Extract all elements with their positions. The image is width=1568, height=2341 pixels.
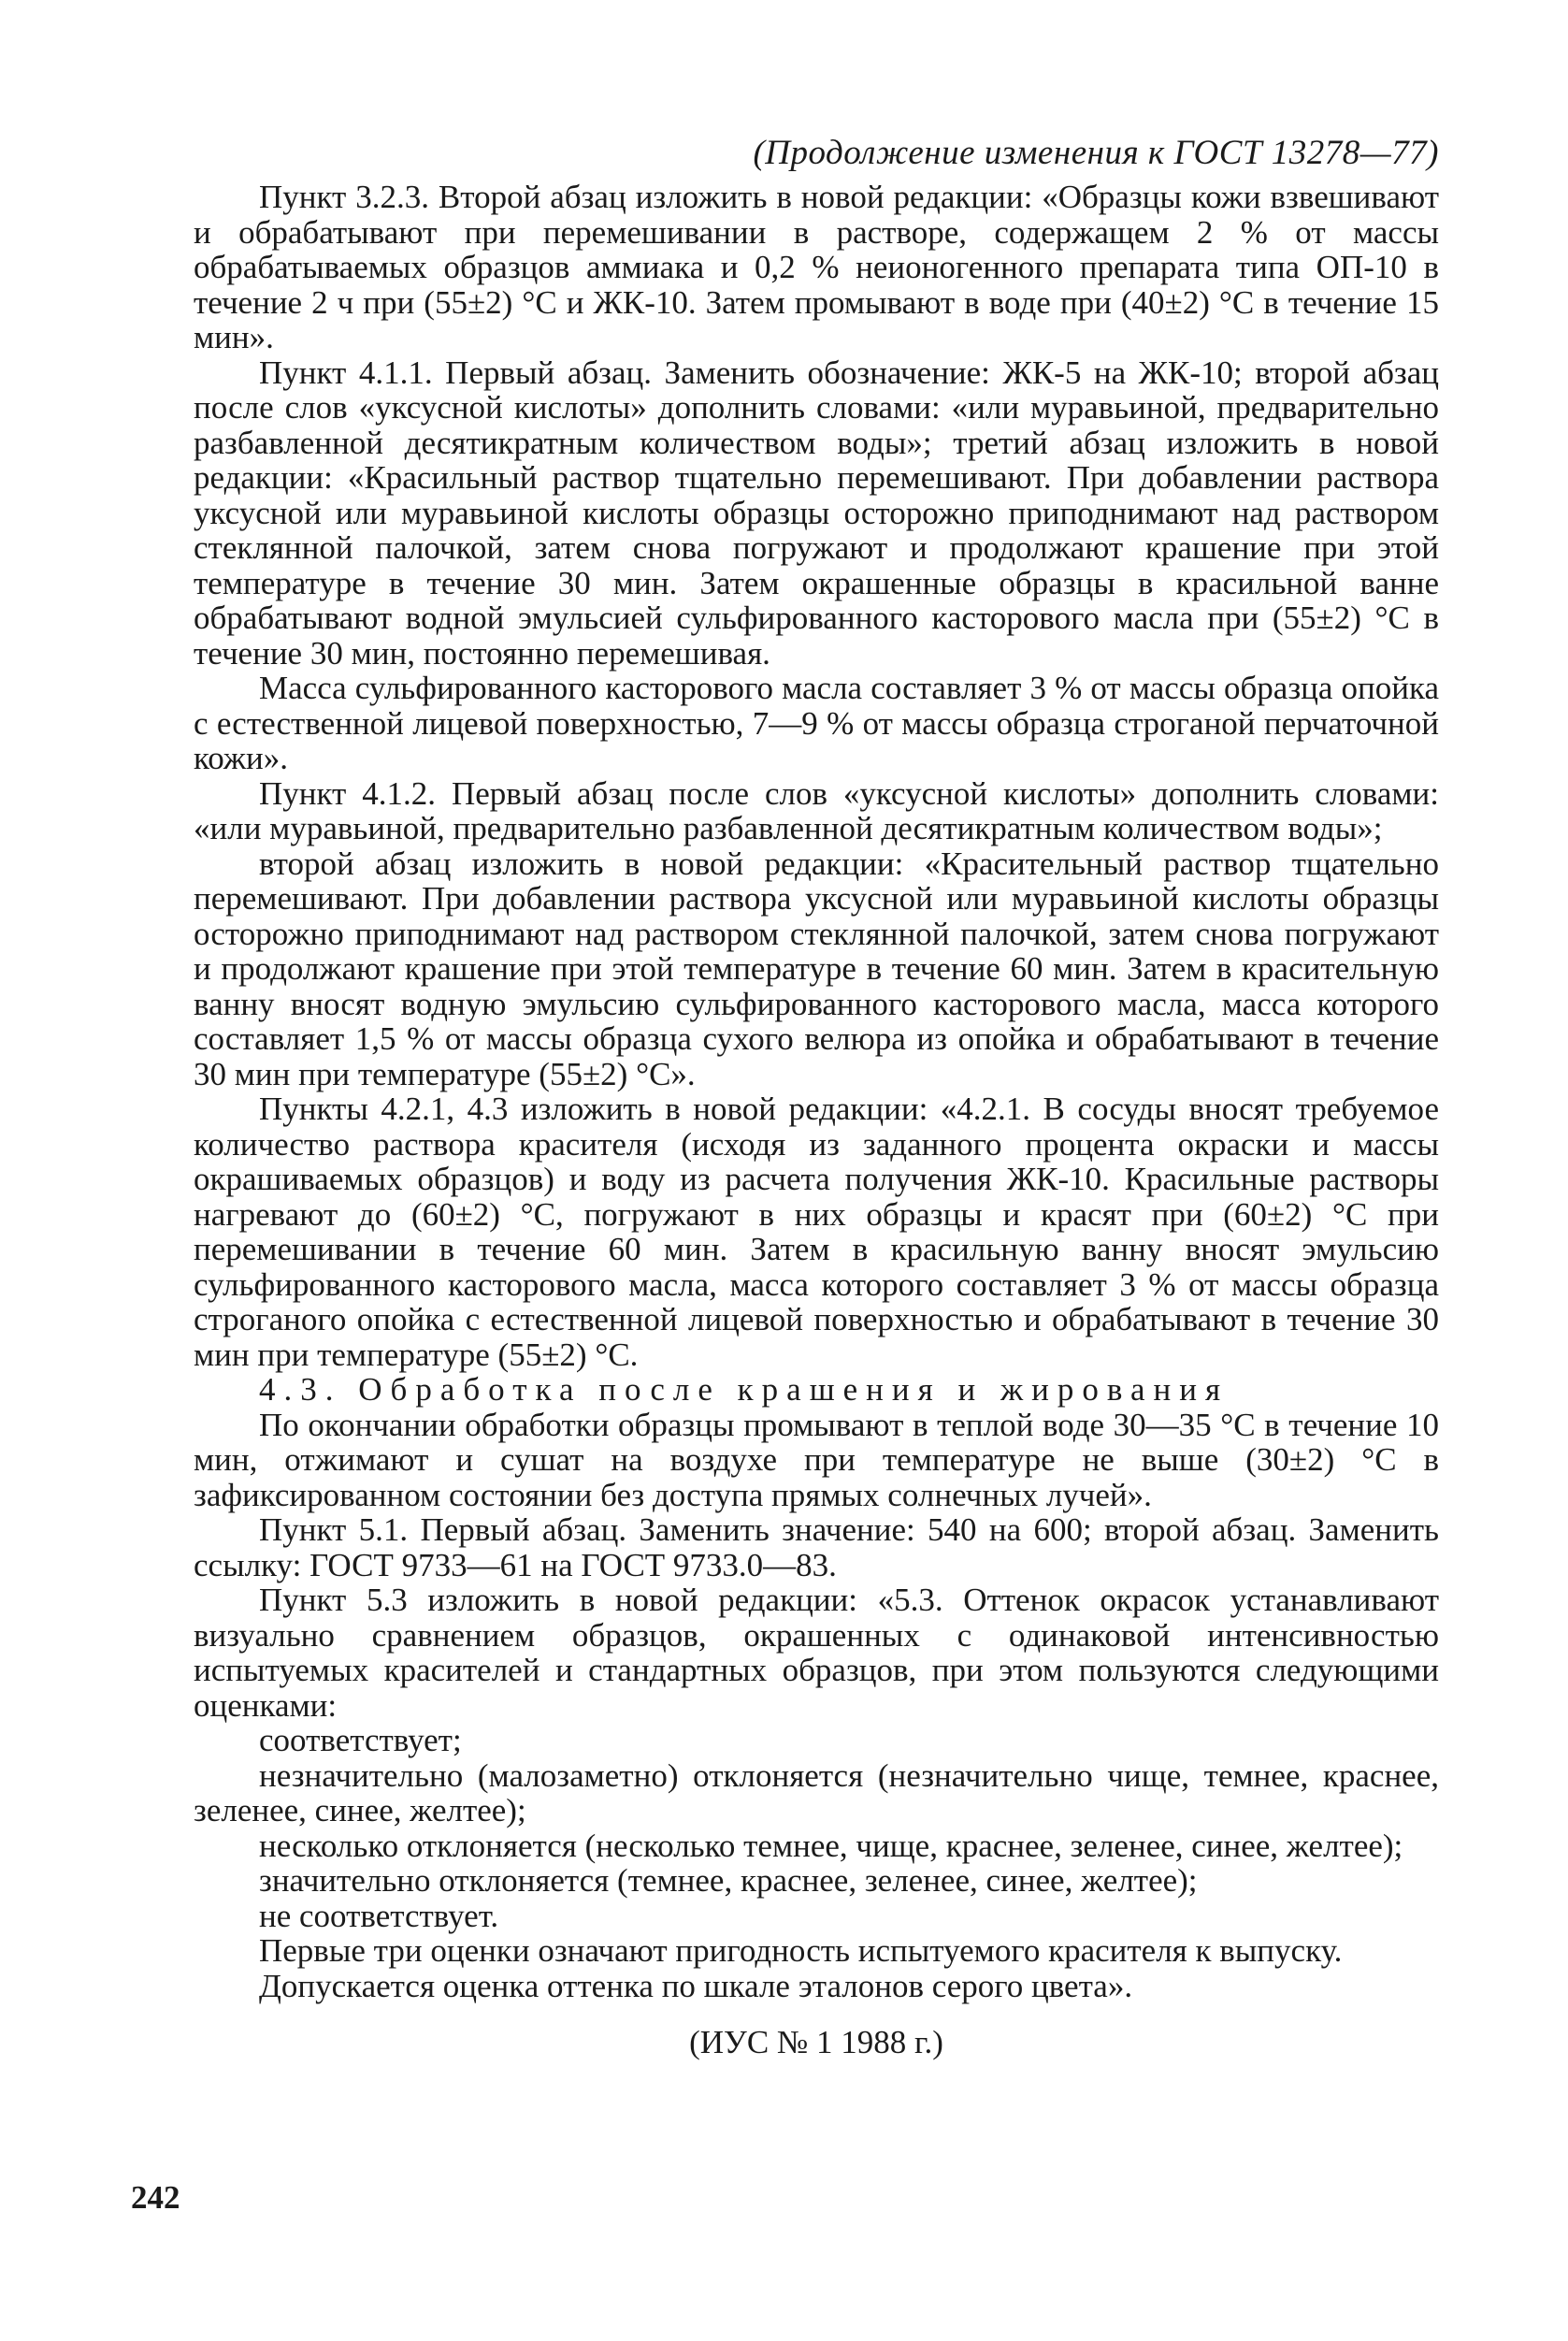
- paragraph-5-1: Пункт 5.1. Первый абзац. Заменить значение: 540 на 600; второй абзац. Заменить ссылку: ГОСТ 9733—61 на ГОСТ 9733.0—83.: [194, 1511, 1439, 1583]
- list-item: несколько отклоняется (несколько темнее, чище, краснее, зеленее, синее, желтее);: [259, 1827, 1403, 1864]
- list-item: соответствует;: [259, 1722, 462, 1758]
- paragraph-oil-mass: Масса сульфированного касторового масла составляет 3 % от массы образца опойка с естественной лицевой поверхностью, 7—9 % от массы образца строганой перчаточной кожи».: [194, 670, 1439, 776]
- paragraph-5-3: Пункт 5.3 изложить в новой редакции: «5.3. Оттенок окрасок устанавливают визуально сравнением образцов, окрашенных с одинаковой интенсивностью испытуемых красителей и стандартных образцов, при этом пользуются следующими оценками:: [194, 1582, 1439, 1724]
- document-page: [194, 131, 1439, 2061]
- paragraph-4-1-2-second: второй абзац изложить в новой редакции: «Красительный раствор тщательно перемешивают. При добавлении раствора уксусной или муравьиной кислоты образцы осторожно приподнимают над раствором стеклянной палочкой, затем снова погружают и продолжают крашение при этой температуре в течение 60 мин. Затем в красительную ванну вносят водную эмульсию сульфированного касторового масла, масса которого составляет 1,5 % от массы образца сухого велюра из опойка и обрабатывают в течение 30 мин при температуре (55±2) °С».: [194, 845, 1439, 1092]
- paragraph-4-1-1: Пункт 4.1.1. Первый абзац. Заменить обозначение: ЖК-5 на ЖК-10; второй абзац после слов «уксусной кислоты» дополнить словами: «или муравьиной, предварительно разбавленной десятикратным количеством воды»; третий абзац изложить в новой редакции: «Красильный раствор тщательно перемешивают. При добавлении раствора уксусной или муравьиной кислоты образцы осторожно приподнимают над раствором стеклянной палочкой, затем снова погружают и продолжают крашение при этой температуре в течение 30 мин. Затем окрашенные образцы в красильной ванне обрабатывают водной эмульсией сульфированного касторового масла при (55±2) °С в течение 30 мин, постоянно перемешивая.: [194, 354, 1439, 672]
- closing-line: Первые три оценки означают пригодность испытуемого красителя к выпуску.: [259, 1932, 1343, 1969]
- page-header: (Продолжение изменения к ГОСТ 13278—77): [753, 134, 1439, 172]
- closing-line: Допускается оценка оттенка по шкале эталонов серого цвета».: [259, 1967, 1133, 2004]
- list-item: значительно отклоняется (темнее, краснее, зеленее, синее, желтее);: [259, 1862, 1198, 1899]
- page-number: 242: [131, 2179, 180, 2216]
- reference-ius: (ИУС № 1 1988 г.): [689, 2024, 943, 2060]
- paragraph-4-1-2: Пункт 4.1.2. Первый абзац после слов «уксусной кислоты» дополнить словами: «или муравьиной, предварительно разбавленной десятикратным количеством воды»;: [194, 774, 1439, 846]
- section-heading-text: 4.3. Обработка после крашения и жирования: [259, 1371, 1230, 1408]
- paragraph-washing: По окончании обработки образцы промывают в теплой воде 30—35 °С в течение 10 мин, отжимают и сушат на воздухе при температуре не выше (30±2) °С в зафиксированном состоянии без доступа прямых солнечных лучей».: [194, 1406, 1439, 1513]
- list-item: незначительно (малозаметно) отклоняется (незначительно чище, темнее, краснее, зеленее, синее, желтее);: [194, 1756, 1439, 1828]
- paragraph-3-2-3: Пункт 3.2.3. Второй абзац изложить в новой редакции: «Образцы кожи взвешивают и обрабатывают при перемешивании в растворе, содержащем 2 % от массы обрабатываемых образцов аммиака и 0,2 % неионогенного препарата типа ОП-10 в течение 2 ч при (55±2) °С и ЖК-10. Затем промывают в воде при (40±2) °С в течение 15 мин».: [194, 179, 1439, 355]
- list-item: не соответствует.: [259, 1897, 499, 1934]
- section-heading-4-3: [194, 1372, 1439, 1408]
- paragraph-4-2-1: Пункты 4.2.1, 4.3 изложить в новой редакции: «4.2.1. В сосуды вносят требуемое количество раствора красителя (исходя из заданного процента окраски и массы окрашиваемых образцов) и воду из расчета получения ЖК-10. Красильные растворы нагревают до (60±2) °С, погружают в них образцы и красят при (60±2) °С при перемешивании в течение 60 мин. Затем в красильную ванну вносят эмульсию сульфированного касторового масла, масса которого составляет 3 % от массы образца строганого опойка с естественной лицевой поверхностью и обрабатывают в течение 30 мин при температуре (55±2) °С.: [194, 1091, 1439, 1373]
